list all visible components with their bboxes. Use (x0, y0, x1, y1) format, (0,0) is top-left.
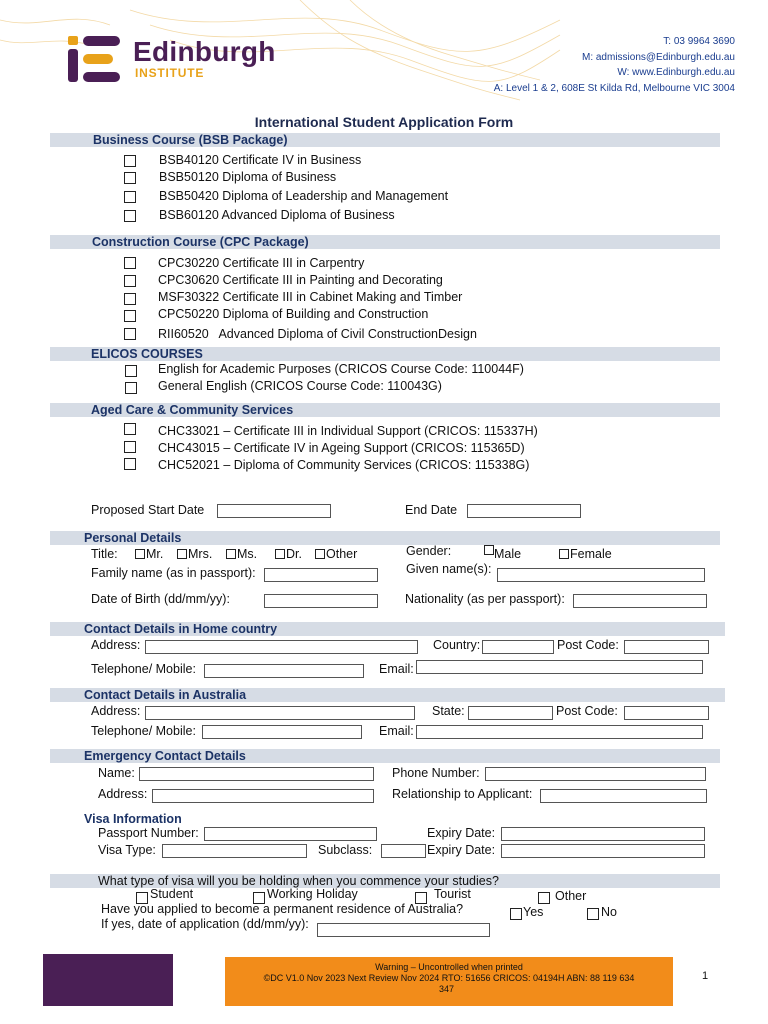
checkbox-construction-2[interactable] (124, 275, 136, 287)
emergency-phone-field[interactable] (485, 767, 706, 781)
option-business-2: BSB50120 Diploma of Business (159, 170, 337, 184)
section-visa-type-question (50, 874, 720, 888)
aus-email-label: Email: (379, 724, 414, 738)
checkbox-visa-other[interactable] (538, 892, 550, 904)
visa-type-field[interactable] (162, 844, 307, 858)
form-title: International Student Application Form (254, 114, 514, 130)
end-date-label: End Date (405, 503, 458, 517)
aus-postcode-field[interactable] (624, 706, 709, 720)
checkbox-title-mrs[interactable] (177, 549, 187, 559)
section-business (50, 133, 720, 147)
logo-name: Edinburgh (133, 36, 276, 67)
pr-no-label: No (601, 905, 617, 919)
dob-field[interactable] (264, 594, 378, 608)
visa-tourist-label: Tourist (434, 887, 471, 901)
option-elicos-1: English for Academic Purposes (CRICOS Course Code: 110044F) (158, 362, 524, 376)
title-mrs-label: Mrs. (188, 547, 213, 561)
option-construction-4: CPC50220 Diploma of Building and Construction (158, 307, 429, 321)
checkbox-pr-no[interactable] (587, 908, 599, 920)
home-address-field[interactable] (145, 640, 418, 654)
aus-telephone-label: Telephone/ Mobile: (91, 724, 196, 738)
checkbox-business-3[interactable] (124, 191, 136, 203)
option-construction-3: MSF30322 Certificate III in Cabinet Making and Timber (158, 290, 463, 304)
checkbox-elicos-1[interactable] (125, 365, 137, 377)
passport-expiry-label: Expiry Date: (427, 826, 496, 840)
given-names-field[interactable] (497, 568, 705, 582)
start-date-field[interactable] (217, 504, 331, 518)
option-aged-care-2: CHC43015 – Certificate IV in Ageing Support (CRICOS: 115365D) (158, 441, 525, 455)
emergency-name-field[interactable] (139, 767, 374, 781)
title-mr-label: Mr. (146, 547, 164, 561)
section-elicos (50, 347, 720, 361)
checkbox-title-mr[interactable] (135, 549, 145, 559)
checkbox-title-dr[interactable] (275, 549, 285, 559)
pr-yes-label: Yes (523, 905, 544, 919)
home-postcode-field[interactable] (624, 640, 709, 654)
checkbox-aged-care-3[interactable] (124, 458, 136, 470)
passport-label: Passport Number: (98, 826, 199, 840)
home-postcode-label: Post Code: (557, 638, 619, 652)
home-country-field[interactable] (482, 640, 554, 654)
footer-warning: Warning – Uncontrolled when printed (375, 962, 523, 972)
passport-expiry-field[interactable] (501, 827, 705, 841)
checkbox-aged-care-2[interactable] (124, 441, 136, 453)
end-date-field[interactable] (467, 504, 581, 518)
checkbox-aged-care-1[interactable] (124, 423, 136, 435)
visa-expiry-label: Expiry Date: (427, 843, 496, 857)
section-construction (50, 235, 720, 249)
aus-email-field[interactable] (416, 725, 703, 739)
home-email-label: Email: (379, 662, 414, 676)
option-construction-2: CPC30620 Certificate III in Painting and Decorating (158, 273, 443, 287)
option-construction-5: RII60520 Advanced Diploma of Civil ConstructionDesign (158, 327, 477, 341)
section-aus-contact (50, 688, 725, 702)
option-elicos-2: General English (CRICOS Course Code: 110043G) (158, 379, 442, 393)
logo-subtitle: INSTITUTE (135, 66, 205, 80)
subclass-field[interactable] (381, 844, 426, 858)
emergency-phone-label: Phone Number: (392, 766, 480, 780)
home-telephone-label: Telephone/ Mobile: (91, 662, 196, 676)
emergency-relationship-label: Relationship to Applicant: (392, 787, 533, 801)
checkbox-gender-male[interactable] (484, 545, 494, 555)
title-dr-label: Dr. (286, 547, 302, 561)
family-name-label: Family name (as in passport): (91, 566, 256, 580)
title-ms-label: Ms. (237, 547, 258, 561)
checkbox-business-4[interactable] (124, 210, 136, 222)
gender-female-label: Female (570, 547, 612, 561)
footer-brand-block (43, 954, 173, 1006)
section-visa-heading: Visa Information (84, 812, 182, 826)
aus-address-label: Address: (91, 704, 141, 718)
home-email-field[interactable] (416, 660, 703, 674)
contact-email: M: admissions@Edinburgh.edu.au (581, 51, 735, 63)
checkbox-business-2[interactable] (124, 172, 136, 184)
checkbox-business-1[interactable] (124, 155, 136, 167)
option-business-3: BSB50420 Diploma of Leadership and Management (159, 189, 449, 203)
contact-web: W: www.Edinburgh.edu.au (617, 67, 735, 78)
section-elicos-heading: ELICOS COURSES (91, 347, 203, 361)
dob-label: Date of Birth (dd/mm/yy): (91, 592, 230, 606)
family-name-field[interactable] (264, 568, 378, 582)
aus-telephone-field[interactable] (202, 725, 362, 739)
emergency-address-label: Address: (98, 787, 148, 801)
home-telephone-field[interactable] (204, 664, 364, 678)
section-emergency (50, 749, 720, 763)
checkbox-title-ms[interactable] (226, 549, 236, 559)
pr-date-label: If yes, date of application (dd/mm/yy): (101, 917, 309, 931)
checkbox-construction-3[interactable] (124, 293, 136, 305)
visa-type-question: What type of visa will you be holding when you commence your studies? (98, 874, 499, 888)
contact-address: A: Level 1 & 2, 608E St Kilda Rd, Melbourne VIC 3004 (493, 82, 735, 94)
title-other-label: Other (326, 547, 358, 561)
footer-version: ©DC V1.0 Nov 2023 Next Review Nov 2024 RTO: 51656 CRICOS: 04194H ABN: 88 119 634 (263, 973, 635, 983)
section-aged-care-heading: Aged Care & Community Services (91, 403, 294, 417)
checkbox-construction-4[interactable] (124, 310, 136, 322)
subclass-label: Subclass: (318, 843, 373, 857)
page-number: 1 (702, 970, 709, 982)
visa-expiry-field[interactable] (501, 844, 705, 858)
visa-student-label: Student (150, 887, 194, 901)
option-business-4: BSB60120 Advanced Diploma of Business (159, 208, 395, 222)
visa-type-label: Visa Type: (98, 843, 156, 857)
footer-version-cont: 347 (439, 984, 455, 994)
checkbox-title-other[interactable] (315, 549, 325, 559)
checkbox-elicos-2[interactable] (125, 382, 137, 394)
home-address-label: Address: (91, 638, 141, 652)
section-emergency-heading: Emergency Contact Details (84, 749, 246, 763)
option-construction-1: CPC30220 Certificate III in Carpentry (158, 256, 365, 270)
section-aged-care (50, 403, 720, 417)
section-personal-heading: Personal Details (84, 531, 182, 545)
start-date-label: Proposed Start Date (91, 503, 205, 517)
contact-block (494, 34, 735, 96)
section-home-contact-heading: Contact Details in Home country (84, 622, 278, 636)
aus-address-field[interactable] (145, 706, 415, 720)
checkbox-gender-female[interactable] (559, 549, 569, 559)
option-business-1: BSB40120 Certificate IV in Business (159, 153, 362, 167)
option-aged-care-3: CHC52021 – Diploma of Community Services (CRICOS: 115338G) (158, 458, 530, 472)
section-business-heading: Business Course (BSB Package) (93, 133, 288, 147)
option-aged-care-1: CHC33021 – Certificate III in Individual Support (CRICOS: 115337H) (158, 424, 538, 438)
footer-notice (225, 957, 673, 1006)
edinburgh-logo-icon (68, 36, 120, 82)
pr-question: Have you applied to become a permanent residence of Australia? (101, 902, 464, 916)
given-names-label: Given name(s): (406, 562, 492, 576)
checkbox-construction-5[interactable] (124, 328, 136, 340)
aus-state-field[interactable] (468, 706, 553, 720)
visa-working-holiday-label: Working Holiday (267, 887, 358, 901)
emergency-address-field[interactable] (152, 789, 374, 803)
aus-postcode-label: Post Code: (556, 704, 618, 718)
gender-label: Gender: (406, 544, 452, 558)
title-label: Title: (91, 547, 118, 561)
gender-male-label: Male (494, 547, 522, 561)
home-country-label: Country: (433, 638, 481, 652)
nationality-label: Nationality (as per passport): (405, 592, 565, 606)
checkbox-construction-1[interactable] (124, 257, 136, 269)
section-personal (50, 531, 720, 545)
checkbox-pr-yes[interactable] (510, 908, 522, 920)
nationality-field[interactable] (573, 594, 707, 608)
passport-field[interactable] (204, 827, 377, 841)
visa-other-label: Other (555, 889, 587, 903)
section-aus-contact-heading: Contact Details in Australia (84, 688, 247, 702)
section-home-contact (50, 622, 725, 636)
emergency-name-label: Name: (98, 766, 135, 780)
contact-phone: T: 03 9964 3690 (663, 36, 735, 47)
pr-date-field[interactable] (317, 923, 490, 937)
aus-state-label: State: (432, 704, 465, 718)
emergency-relationship-field[interactable] (540, 789, 707, 803)
section-construction-heading: Construction Course (CPC Package) (92, 235, 309, 249)
